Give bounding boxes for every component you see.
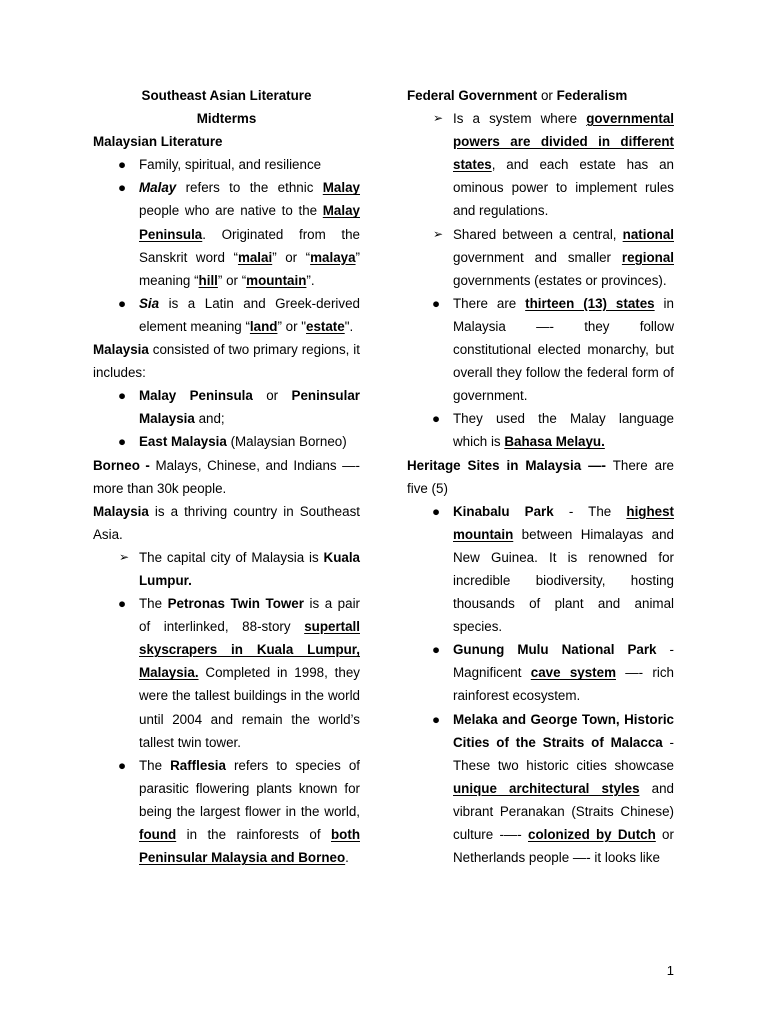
document-subtitle: Midterms [196, 111, 257, 127]
list-item-kinabalu: ● Kinabalu Park - The highest mountain between Himalayas and New Guinea. It is renowned for incredible biodiversity, hosting thousands of plant and animal species. [407, 500, 674, 639]
document-title: Southeast Asian Literature [141, 88, 312, 103]
bullet-icon: ● [117, 295, 127, 311]
bullet-icon: ● [431, 503, 441, 519]
paragraph-thriving: Malaysia is a thriving country in Southeast Asia. [93, 503, 360, 542]
right-column [407, 84, 674, 869]
page-number: 1 [666, 963, 674, 978]
paragraph-heritage-sites: Heritage Sites in Malaysia —- There are five (5) [407, 457, 674, 496]
arrow-bullet-icon: ➢ [432, 111, 444, 126]
arrow-bullet-icon: ➢ [118, 549, 130, 564]
bullet-icon: ● [431, 711, 441, 727]
paragraph-malaysia-consisted: Malaysia consisted of two primary regions, it includes: [93, 342, 360, 381]
bullet-icon: ● [431, 411, 441, 427]
list-item-rafflesia: ● The Rafflesia refers to species of parasitic flowering plants known for being the largest flower in the world, found in the rainforests of both Peninsular Malaysia and Borneo. [93, 754, 360, 869]
bullet-icon: ● [117, 180, 127, 196]
bullet-icon: ● [117, 434, 127, 450]
section-heading-malaysian-literature: Malaysian Literature [93, 134, 223, 150]
list-item-malay: ● Malay refers to the ethnic Malay people who are native to the Malay Peninsula. Originated from the Sanskrit word “malai” or “malaya” meaning “hill” or “mountain”. [93, 176, 360, 291]
bullet-icon: ● [117, 757, 127, 773]
bullet-icon: ● [117, 157, 127, 173]
list-item-malay-peninsula: ● Malay Peninsula or Peninsular Malaysia and; [93, 384, 360, 430]
paragraph-borneo: Borneo - Malays, Chinese, and Indians —- more than 30k people. [93, 457, 361, 496]
list-item-sia: ● Sia is a Latin and Greek-derived element meaning “land” or "estate". [93, 292, 360, 338]
list-item-petronas: ● The Petronas Twin Tower is a pair of interlinked, 88-story supertall skyscrapers in Kuala Lumpur, Malaysia. Completed in 1998, they were the tallest buildings in the world until 2004 and remain the world’s tallest twin tower. [93, 592, 360, 754]
bullet-icon: ● [117, 596, 127, 612]
list-item-language: ● They used the Malay language which is Bahasa Melayu. [407, 407, 674, 453]
list-item-system: ➢ Is a system where governmental powers are divided in different states, and each estate has an ominous power to implement rules and regulations. [407, 107, 674, 222]
list-item-thirteen-states: ● There are thirteen (13) states in Malaysia —- they follow constitutional elected monarchy, but overall they follow the federal form of government. [407, 292, 674, 407]
arrow-bullet-icon: ➢ [432, 226, 444, 241]
list-item-melaka: ● Melaka and George Town, Historic Cities of the Straits of Malacca - These two historic cities showcase unique architectural styles and vibrant Peranakan (Straits Chinese) culture -—- colonized by Dutch or Netherlands people —- it looks like [407, 708, 674, 870]
bullet-icon: ● [117, 388, 127, 404]
list-item-shared: ➢ Shared between a central, national government and smaller regional governments (estates or provinces). [407, 223, 674, 292]
list-item-family: ● Family, spiritual, and resilience [93, 153, 360, 176]
list-item-gunung-mulu: ● Gunung Mulu National Park - Magnificent cave system —- rich rainforest ecosystem. [407, 638, 674, 707]
left-column [93, 84, 360, 869]
section-heading-federal-government: Federal Government or Federalism [407, 88, 628, 103]
bullet-icon: ● [431, 642, 441, 658]
list-item-east-malaysia: ● East Malaysia (Malaysian Borneo) [93, 430, 360, 453]
bullet-icon: ● [431, 295, 441, 311]
list-item-capital: ➢ The capital city of Malaysia is Kuala Lumpur. [93, 546, 360, 592]
